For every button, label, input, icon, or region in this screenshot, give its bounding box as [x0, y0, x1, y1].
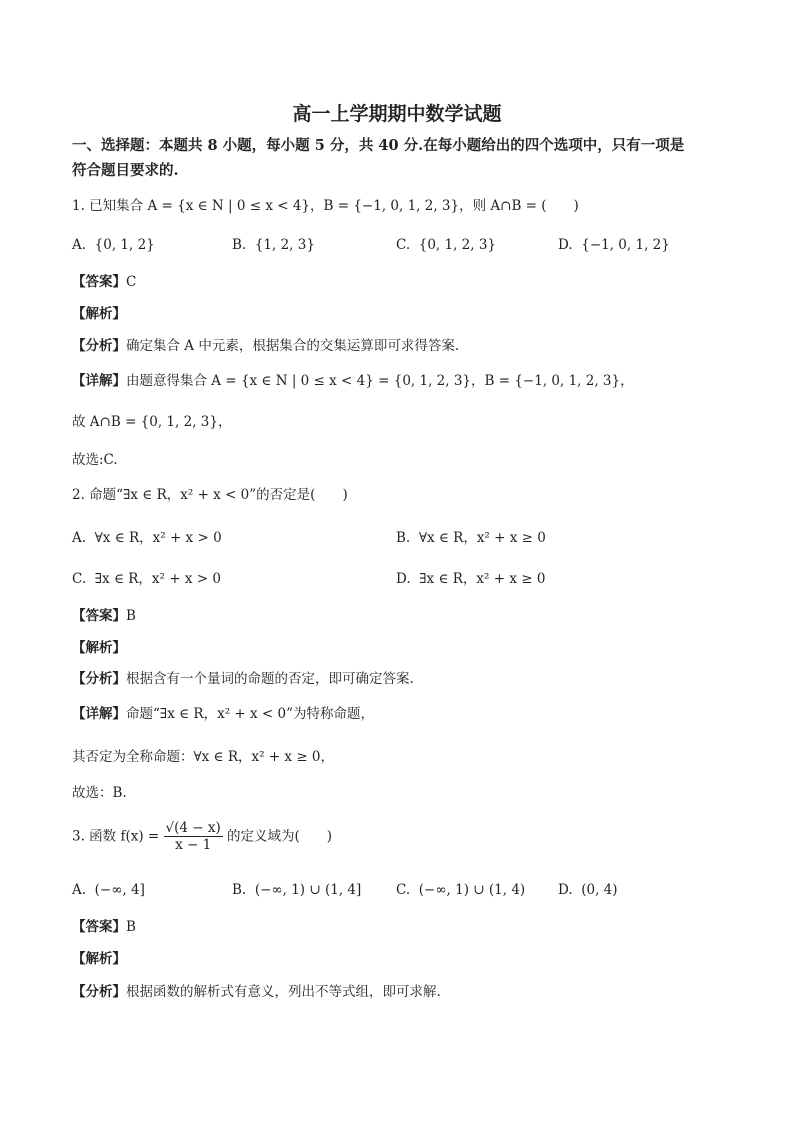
q1-conclusion: 故选:C.: [72, 452, 118, 468]
q1-set-a: A = {x ∈ N | 0 ≤ x < 4}: [147, 198, 311, 214]
q3-answer: 【答案】B: [72, 919, 136, 935]
q1-option-a[interactable]: A. {0, 1, 2}: [72, 237, 155, 253]
q1-option-c[interactable]: C. {0, 1, 2, 3}: [396, 237, 497, 253]
q1-option-d[interactable]: D. {−1, 0, 1, 2}: [558, 237, 670, 253]
q2-xiangjie: 【详解】命题“∃x ∈ R，x² + x < 0”为特称命题，: [72, 706, 375, 722]
q3-option-a[interactable]: A. (−∞, 4]: [72, 882, 145, 898]
q3-stem: 3. 函数 f(x) = $\frac{√(4 - x)}{x - 1}$ 的定义域为( ): [72, 820, 333, 853]
q3-func-lhs: f(x) =: [120, 828, 160, 845]
q1-stem: 1. 已知集合 A = {x ∈ N | 0 ≤ x < 4}，B = {−1, 0, 1, 2, 3}，则 A∩B = ( ): [72, 198, 579, 214]
q1-xiangjie: 【详解】由题意得集合 A = {x ∈ N | 0 ≤ x < 4} = {0, 1, 2, 3}，B = {−1, 0, 1, 2, 3}，: [72, 373, 634, 389]
q2-stem: 2. 命题“∃x ∈ R，x² + x < 0”的否定是( ): [72, 487, 348, 503]
q2-fenxi: 【分析】根据含有一个量词的命题的否定，即可确定答案.: [72, 671, 414, 687]
q3-fenxi: 【分析】根据函数的解析式有意义，列出不等式组，即可求解.: [72, 984, 441, 1000]
q1-set-b: B = {−1, 0, 1, 2, 3}: [323, 198, 460, 214]
q3-option-b[interactable]: B. (−∞, 1) ∪ (1, 4]: [232, 882, 362, 898]
q2-analysis-tag: 【解析】: [72, 640, 126, 656]
q2-option-c[interactable]: C. ∃x ∈ R，x² + x > 0: [72, 571, 221, 587]
section-heading-line2: 符合题目要求的.: [72, 162, 179, 179]
q3-option-c[interactable]: C. (−∞, 1) ∪ (1, 4): [396, 882, 526, 898]
q2-option-d[interactable]: D. ∃x ∈ R，x² + x ≥ 0: [396, 571, 546, 587]
q2-answer: 【答案】B: [72, 608, 136, 624]
q3-option-d[interactable]: D. (0, 4): [558, 882, 618, 898]
q2-option-a[interactable]: A. ∀x ∈ R，x² + x > 0: [72, 530, 222, 546]
q3-analysis-tag: 【解析】: [72, 951, 126, 967]
page-title: 高一上学期期中数学试题: [292, 103, 502, 125]
q2-line2: 其否定为全称命题：∀x ∈ R，x² + x ≥ 0，: [72, 749, 335, 765]
q1-option-b[interactable]: B. {1, 2, 3}: [232, 237, 315, 253]
section-heading-line1: 一、选择题：本题共 8 小题，每小题 5 分，共 40 分.在每小题给出的四个选项中，只有一项是: [72, 137, 685, 154]
q1-analysis-tag: 【解析】: [72, 306, 126, 322]
q2-conclusion: 故选：B.: [72, 785, 127, 801]
q3-frac-denominator: x − 1: [175, 837, 212, 853]
q2-option-b[interactable]: B. ∀x ∈ R，x² + x ≥ 0: [396, 530, 546, 546]
q1-line2: 故 A∩B = {0, 1, 2, 3}，: [72, 414, 232, 430]
q3-fraction: [164, 820, 223, 853]
q1-answer: 【答案】C: [72, 274, 137, 290]
q3-frac-numerator: √(4 − x): [165, 820, 221, 836]
q1-fenxi: 【分析】确定集合 A 中元素，根据集合的交集运算即可求得答案.: [72, 338, 460, 354]
